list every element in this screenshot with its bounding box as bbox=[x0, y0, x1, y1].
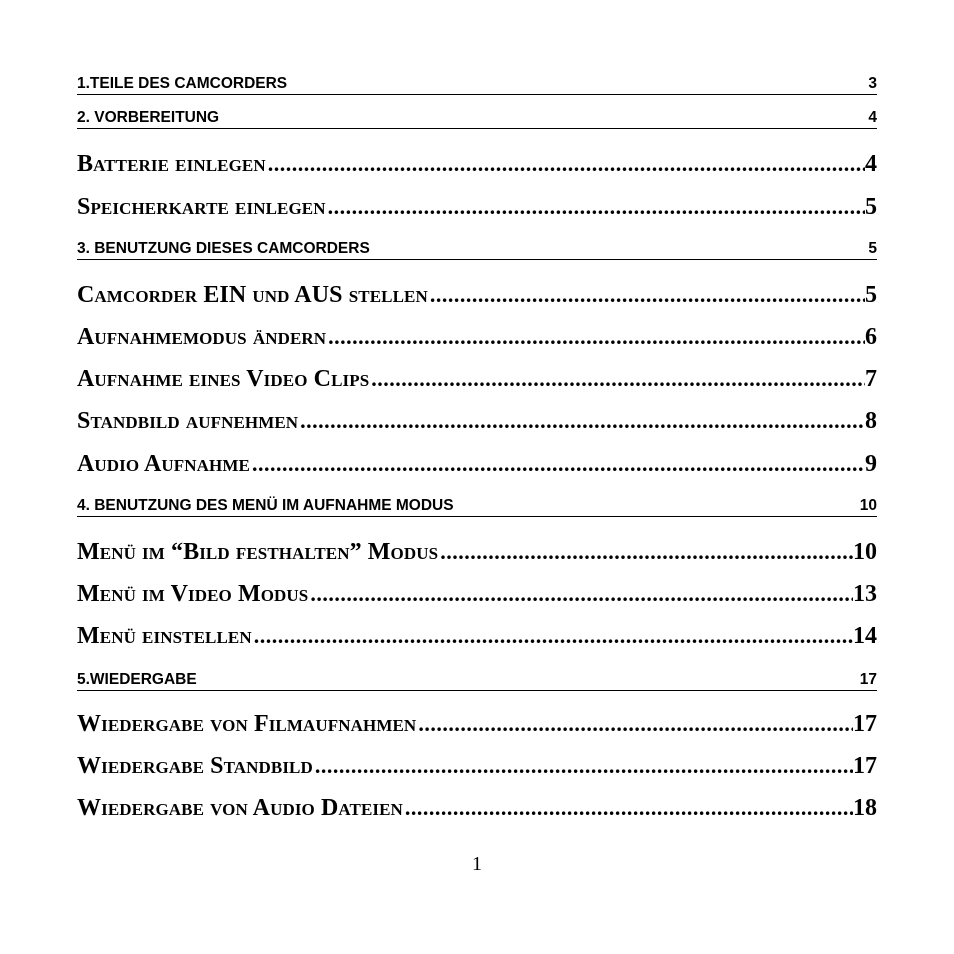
toc-entry-wiedergabe-film[interactable] bbox=[77, 710, 877, 738]
toc-leader-dots bbox=[369, 365, 865, 393]
toc-entry-title: Menü im “Bild festhalten” Modus bbox=[77, 539, 439, 565]
toc-entry-video-clip[interactable] bbox=[77, 365, 877, 393]
toc-leader-dots bbox=[313, 752, 853, 780]
toc-leader-dots bbox=[438, 538, 853, 566]
page-number-footer: 1 bbox=[472, 853, 482, 875]
toc-page-number: 4 bbox=[868, 109, 877, 126]
toc-leader-dots bbox=[298, 407, 865, 435]
toc-page-number: 7 bbox=[865, 366, 877, 392]
toc-leader-dots bbox=[308, 580, 853, 608]
toc-entry-batterie[interactable] bbox=[77, 150, 877, 178]
toc-entry-title: Audio Aufnahme bbox=[77, 451, 250, 477]
toc-leader-dots bbox=[428, 281, 865, 309]
toc-page-number: 14 bbox=[853, 623, 877, 649]
toc-entry-title: Camcorder EIN und AUS stellen bbox=[77, 282, 428, 308]
toc-entry-title: Speicherkarte einlegen bbox=[77, 194, 326, 220]
toc-section-2[interactable] bbox=[77, 109, 877, 129]
toc-leader-dots bbox=[250, 450, 865, 478]
toc-leader-dots bbox=[266, 150, 865, 178]
toc-entry-title: Standbild aufnehmen bbox=[77, 408, 299, 434]
toc-section-title: 5.WIEDERGABE bbox=[77, 671, 197, 688]
toc-leader-dots bbox=[326, 323, 865, 351]
toc-entry-menu-video[interactable] bbox=[77, 580, 877, 608]
toc-section-title: 3. BENUTZUNG DIESES CAMCORDERS bbox=[77, 240, 370, 257]
toc-page-number: 17 bbox=[859, 671, 877, 688]
toc-entry-wiedergabe-standbild[interactable] bbox=[77, 752, 877, 780]
toc-entry-wiedergabe-audio[interactable] bbox=[77, 794, 877, 822]
toc-page-number: 3 bbox=[868, 75, 877, 92]
toc-page-number: 17 bbox=[853, 711, 877, 737]
toc-page-number: 18 bbox=[853, 795, 877, 821]
toc-entry-standbild[interactable] bbox=[77, 407, 877, 435]
toc-entry-title: Wiedergabe von Audio Dateien bbox=[77, 795, 403, 821]
toc-page-number: 5 bbox=[868, 240, 877, 257]
toc-leader-dots bbox=[326, 193, 865, 221]
toc-leader-dots bbox=[252, 622, 853, 650]
toc-entry-title: Menü im Video Modus bbox=[77, 581, 309, 607]
toc-section-title: 4. BENUTZUNG DES MENÜ IM AUFNAHME MODUS bbox=[77, 497, 454, 514]
toc-entry-title: Aufnahme eines Video Clips bbox=[77, 366, 370, 392]
toc-page-number: 17 bbox=[853, 753, 877, 779]
toc-section-4[interactable] bbox=[77, 497, 877, 517]
toc-section-3[interactable] bbox=[77, 240, 877, 260]
toc-page-number: 5 bbox=[865, 282, 877, 308]
toc-entry-title: Batterie einlegen bbox=[77, 151, 266, 177]
toc-page-number: 9 bbox=[865, 451, 877, 477]
toc-leader-dots bbox=[403, 794, 853, 822]
toc-page-number: 4 bbox=[865, 151, 877, 177]
toc-page-number: 13 bbox=[853, 581, 877, 607]
toc-page-number: 8 bbox=[865, 408, 877, 434]
toc-page-number: 5 bbox=[865, 194, 877, 220]
toc-page-number: 6 bbox=[865, 324, 877, 350]
toc-entry-title: Aufnahmemodus ändern bbox=[77, 324, 327, 350]
toc-entry-title: Wiedergabe von Filmaufnahmen bbox=[77, 711, 417, 737]
toc-entry-audio[interactable] bbox=[77, 450, 877, 478]
toc-entry-aufnahmemodus[interactable] bbox=[77, 323, 877, 351]
toc-entry-title: Wiedergabe Standbild bbox=[77, 753, 313, 779]
toc-entry-title: Menü einstellen bbox=[77, 623, 252, 649]
toc-section-1[interactable] bbox=[77, 75, 877, 95]
toc-entry-ein-aus[interactable] bbox=[77, 281, 877, 309]
toc-page-number: 10 bbox=[853, 539, 877, 565]
toc-section-title: 2. VORBEREITUNG bbox=[77, 109, 220, 126]
toc-entry-menu-bild[interactable] bbox=[77, 538, 877, 566]
toc-section-title: 1.TEILE DES CAMCORDERS bbox=[77, 75, 288, 92]
toc-page-number: 10 bbox=[859, 497, 877, 514]
toc-leader-dots bbox=[416, 710, 853, 738]
toc-entry-speicherkarte[interactable] bbox=[77, 193, 877, 221]
toc-entry-menu-einstellen[interactable] bbox=[77, 622, 877, 650]
toc-section-5[interactable] bbox=[77, 671, 877, 691]
